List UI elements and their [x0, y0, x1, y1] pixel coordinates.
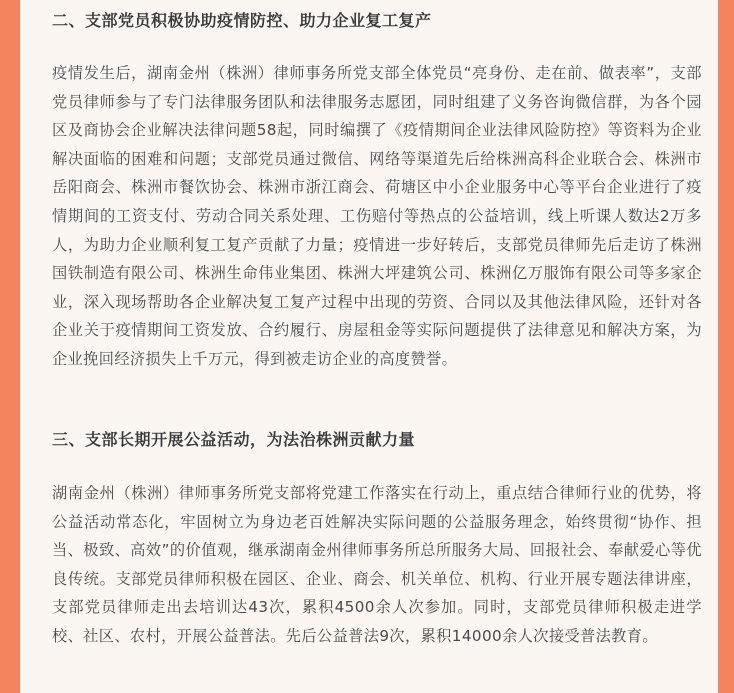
article-panel: [20, 0, 718, 693]
section-paragraph-3: 湖南金州（株洲）律师事务所党支部将党建工作落实在行动上，重点结合律师行业的优势，将公益活动常态化，牢固树立为身边老百姓解决实际问题的公益服务理念，始终贯彻“协作、担当、极致、高效”的价值观，继承湖南金州律师事务所总所服务大局、回报社会、奉献爱心等优良传统。支部党员律师积极在园区、企业、商会、机关单位、机构、行业开展专题法律讲座，支部党员律师走出去培训达43次，累积4500余人次参加。同时，支部党员律师积极走进学校、社区、农村，开展公益普法。先后公益普法9次，累积14000余人次接受普法教育。: [52, 484, 702, 645]
section-heading-2: 二、支部党员积极协助疫情防控、助力企业复工复产: [52, 11, 432, 30]
section-heading-3: 三、支部长期开展公益活动，为法治株洲贡献力量: [52, 430, 416, 449]
section-paragraph-2: 疫情发生后，湖南金州（株洲）律师事务所党支部全体党员“亮身份、走在前、做表率”，支部党员律师参与了专门法律服务团队和法律服务志愿团，同时组建了义务咨询微信群，为各个园区及商协会企业解决法律问题58起，同时编撰了《疫情期间企业法律风险防控》等资料为企业解决面临的困难和问题；支部党员通过微信、网络等渠道先后给株洲高科企业联合会、株洲市岳阳商会、株洲市餐饮协会、株洲市浙江商会、荷塘区中小企业服务中心等平台企业进行了疫情期间的工资支付、劳动合同关系处理、工伤赔付等热点的公益培训，线上听课人数达2万多人，为助力企业顺利复工复产贡献了力量；疫情进一步好转后，支部党员律师先后走访了株洲国铁制造有限公司、株洲生命伟业集团、株洲大坪建筑公司、株洲亿万服饰有限公司等多家企业，深入现场帮助各企业解决复工复产过程中出现的劳资、合同以及其他法律风险，还针对各企业关于疫情期间工资发放、合约履行、房屋租金等实际问题提供了法律意见和解决方案，为企业挽回经济损失上千万元，得到被走访企业的高度赞誉。: [52, 64, 702, 368]
